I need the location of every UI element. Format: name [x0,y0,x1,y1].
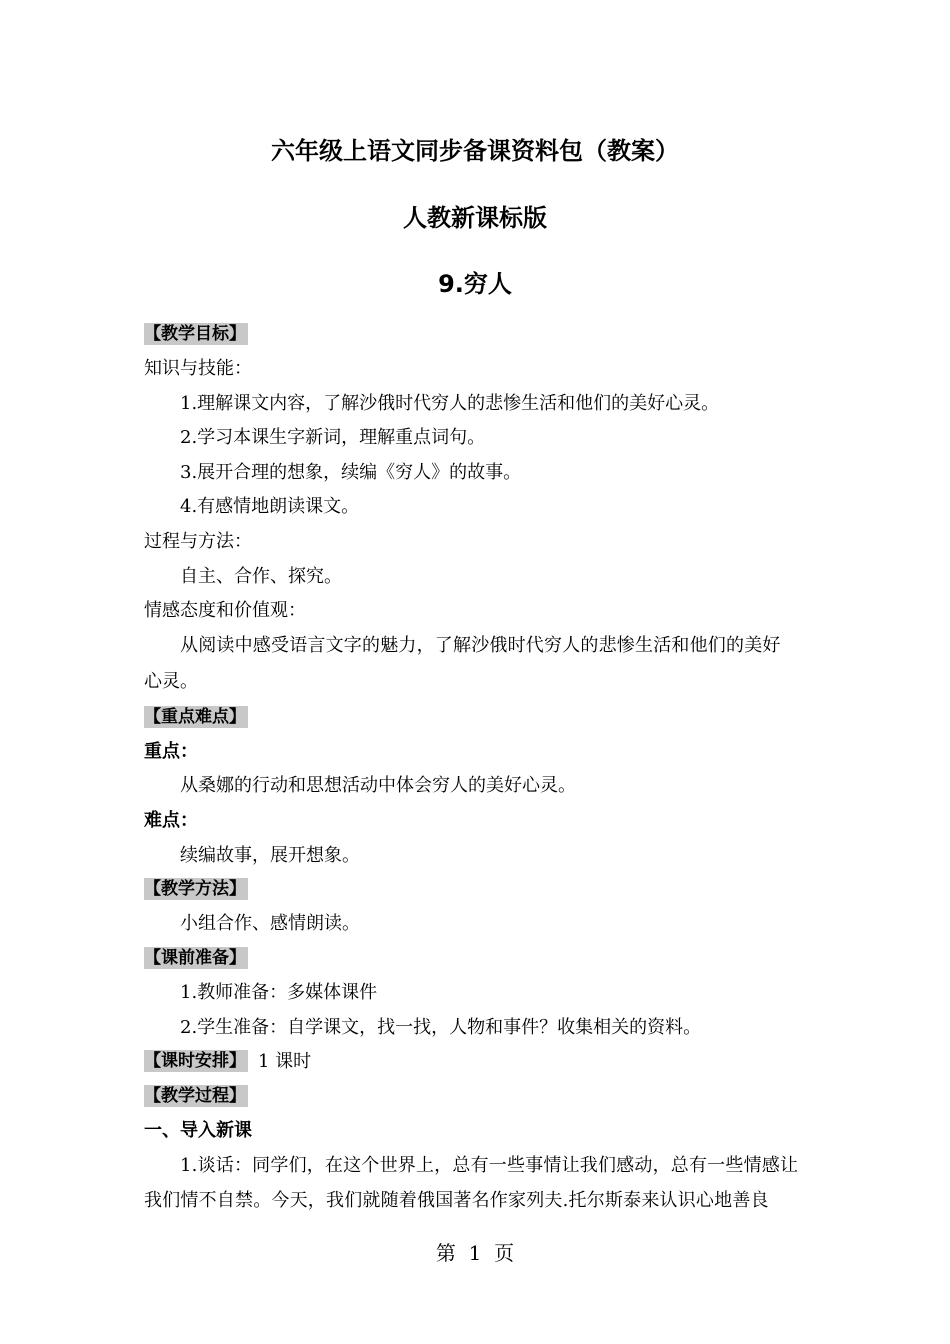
edition-subtitle: 人教新课标版 [403,204,547,232]
emotion-text-line: 心灵。 [144,671,198,692]
objective-item: 2.学习本课生字新词，理解重点词句。 [180,427,486,448]
page-number: 第 1 页 [435,1241,515,1265]
process-label: 过程与方法： [144,531,252,552]
section-heading-key-points: 【重点难点】 [144,707,246,727]
section-heading-schedule: 【课时安排】 [144,1051,246,1071]
preparation-item: 1.教师准备：多媒体课件 [180,982,378,1003]
emotion-label: 情感态度和价值观： [144,600,306,621]
section-heading-methods: 【教学方法】 [144,879,246,899]
key-point-text: 从桑娜的行动和思想活动中体会穷人的美好心灵。 [180,775,576,796]
schedule-text: 1 课时 [258,1051,312,1072]
emotion-text-line: 从阅读中感受语言文字的魅力，了解沙俄时代穷人的悲惨生活和他们的美好 [180,635,781,656]
process-text: 自主、合作、探究。 [180,566,342,587]
difficulty-text: 续编故事，展开想象。 [180,845,360,866]
preparation-item: 2.学生准备：自学课文，找一找，人物和事件？收集相关的资料。 [180,1017,702,1038]
lesson-title: 9.穷人 [438,270,512,298]
key-point-label: 重点： [144,741,198,762]
section-heading-objectives: 【教学目标】 [144,324,246,344]
objective-item: 3.展开合理的想象，续编《穷人》的故事。 [180,462,522,483]
difficulty-label: 难点： [144,810,198,831]
step-heading: 一、导入新课 [144,1120,252,1141]
section-heading-preparation: 【课前准备】 [144,948,246,968]
process-paragraph-line: 我们情不自禁。今天，我们就随着俄国著名作家列夫.托尔斯泰来认识心地善良 [144,1190,769,1211]
process-paragraph-line: 1.谈话：同学们，在这个世界上，总有一些事情让我们感动，总有一些情感让 [180,1155,799,1176]
objective-item: 1.理解课文内容，了解沙俄时代穷人的悲惨生活和他们的美好心灵。 [180,393,720,414]
document-title: 六年级上语文同步备课资料包（教案） [271,137,679,165]
objective-item: 4.有感情地朗读课文。 [180,496,360,517]
knowledge-label: 知识与技能： [144,358,252,379]
section-heading-process: 【教学过程】 [144,1086,246,1106]
methods-text: 小组合作、感情朗读。 [180,913,360,934]
